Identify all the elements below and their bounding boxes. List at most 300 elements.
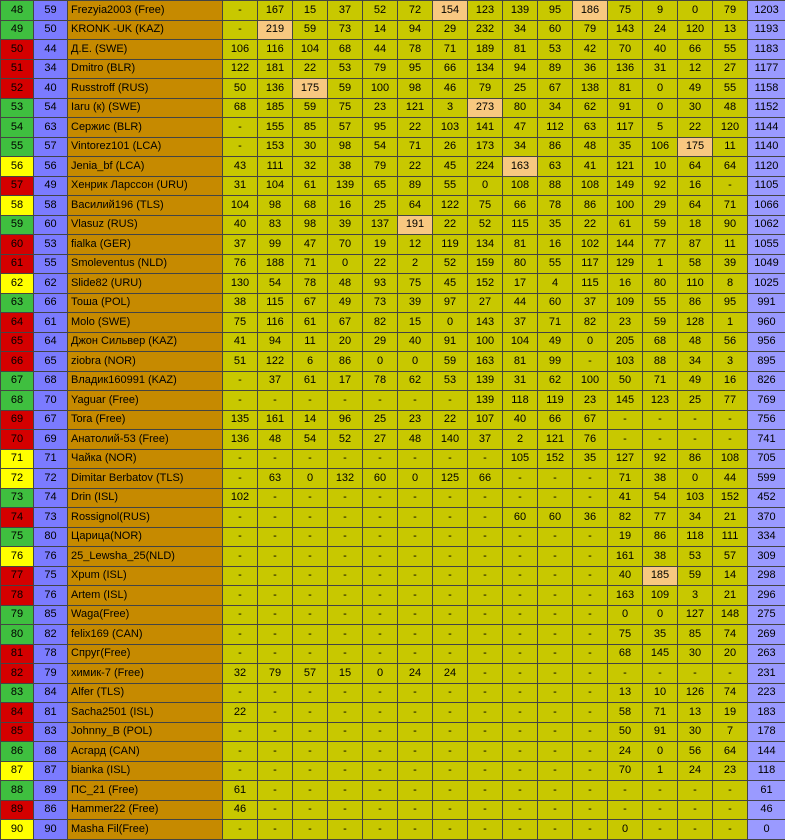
score-cell: - bbox=[433, 722, 468, 742]
score-cell: 8 bbox=[713, 274, 748, 294]
table-row bbox=[1, 410, 785, 430]
score-cell: - bbox=[503, 683, 538, 703]
score-cell: 90 bbox=[713, 215, 748, 235]
score-cell: 23 bbox=[363, 98, 398, 118]
score-cell: - bbox=[258, 625, 293, 645]
score-cell: - bbox=[433, 761, 468, 781]
score-cell: 54 bbox=[258, 274, 293, 294]
player-name-cell: Vintorez101 (LCA) bbox=[68, 137, 223, 157]
score-cell: - bbox=[573, 605, 608, 625]
score-cell: - bbox=[468, 781, 503, 801]
score-cell: 27 bbox=[363, 430, 398, 450]
score-cell: 16 bbox=[678, 176, 713, 196]
player-name-cell: Тоша (POL) bbox=[68, 293, 223, 313]
table-row bbox=[1, 313, 785, 333]
score-cell: 48 bbox=[713, 98, 748, 118]
score-cell: 111 bbox=[258, 157, 293, 177]
player-name-cell: Sacha2501 (ISL) bbox=[68, 703, 223, 723]
table-row bbox=[1, 547, 785, 567]
previous-rank-cell: 83 bbox=[34, 722, 68, 742]
total-cell: 144 bbox=[748, 742, 785, 762]
rank-cell: 76 bbox=[1, 547, 34, 567]
score-cell: 45 bbox=[433, 157, 468, 177]
score-cell: - bbox=[258, 703, 293, 723]
score-cell: 22 bbox=[573, 215, 608, 235]
score-cell: 141 bbox=[468, 118, 503, 138]
score-cell: - bbox=[328, 820, 363, 840]
score-cell: 66 bbox=[678, 40, 713, 60]
score-cell: - bbox=[293, 508, 328, 528]
score-cell: 60 bbox=[538, 293, 573, 313]
score-cell: - bbox=[503, 469, 538, 489]
table-row bbox=[1, 683, 785, 703]
score-cell: - bbox=[328, 586, 363, 606]
previous-rank-cell: 65 bbox=[34, 352, 68, 372]
previous-rank-cell: 53 bbox=[34, 235, 68, 255]
score-cell: 86 bbox=[678, 449, 713, 469]
score-cell: - bbox=[328, 625, 363, 645]
score-cell: - bbox=[538, 664, 573, 684]
score-cell: 26 bbox=[433, 137, 468, 157]
score-cell: 232 bbox=[468, 20, 503, 40]
score-cell: - bbox=[713, 800, 748, 820]
score-cell: - bbox=[223, 508, 258, 528]
score-cell: 138 bbox=[573, 79, 608, 99]
score-cell: - bbox=[433, 488, 468, 508]
score-cell: - bbox=[503, 586, 538, 606]
previous-rank-cell: 89 bbox=[34, 781, 68, 801]
table-row bbox=[1, 586, 785, 606]
score-cell: 22 bbox=[433, 215, 468, 235]
score-cell: 86 bbox=[643, 527, 678, 547]
score-cell: - bbox=[223, 722, 258, 742]
score-cell: 3 bbox=[713, 352, 748, 372]
score-cell: 22 bbox=[363, 254, 398, 274]
score-cell: 41 bbox=[223, 332, 258, 352]
score-cell: 55 bbox=[433, 176, 468, 196]
score-cell: 134 bbox=[468, 235, 503, 255]
score-cell: - bbox=[503, 703, 538, 723]
score-cell: - bbox=[468, 527, 503, 547]
previous-rank-cell: 56 bbox=[34, 157, 68, 177]
score-cell: - bbox=[503, 800, 538, 820]
score-cell: - bbox=[293, 547, 328, 567]
score-cell: 59 bbox=[678, 566, 713, 586]
score-cell: 30 bbox=[678, 98, 713, 118]
score-cell: 80 bbox=[503, 254, 538, 274]
score-cell: 127 bbox=[608, 449, 643, 469]
score-cell: 56 bbox=[713, 332, 748, 352]
score-cell: 22 bbox=[223, 703, 258, 723]
score-cell: 43 bbox=[223, 157, 258, 177]
player-name-cell: Хрum (ISL) bbox=[68, 566, 223, 586]
score-cell: 23 bbox=[398, 410, 433, 430]
score-cell: - bbox=[363, 644, 398, 664]
score-cell: 139 bbox=[468, 371, 503, 391]
score-cell: - bbox=[328, 703, 363, 723]
score-cell: 88 bbox=[538, 176, 573, 196]
score-cell: - bbox=[573, 781, 608, 801]
score-cell: 130 bbox=[223, 274, 258, 294]
score-cell: - bbox=[433, 605, 468, 625]
score-cell: 139 bbox=[468, 391, 503, 411]
score-cell: 116 bbox=[258, 313, 293, 333]
score-cell: 35 bbox=[643, 625, 678, 645]
score-cell: - bbox=[538, 547, 573, 567]
score-cell: 78 bbox=[363, 371, 398, 391]
previous-rank-cell: 86 bbox=[34, 800, 68, 820]
previous-rank-cell: 85 bbox=[34, 605, 68, 625]
score-cell: 63 bbox=[538, 157, 573, 177]
score-cell: - bbox=[258, 547, 293, 567]
table-row bbox=[1, 430, 785, 450]
score-cell: - bbox=[643, 800, 678, 820]
score-cell: - bbox=[258, 586, 293, 606]
table-row bbox=[1, 254, 785, 274]
player-name-cell: Masha Fil(Free) bbox=[68, 820, 223, 840]
score-cell: 34 bbox=[503, 20, 538, 40]
score-cell: 94 bbox=[258, 332, 293, 352]
score-cell: 61 bbox=[293, 176, 328, 196]
score-cell: - bbox=[538, 683, 573, 703]
score-cell: - bbox=[258, 761, 293, 781]
rank-cell: 89 bbox=[1, 800, 34, 820]
score-cell: - bbox=[573, 586, 608, 606]
score-cell: - bbox=[363, 722, 398, 742]
score-cell: 48 bbox=[398, 430, 433, 450]
score-cell: - bbox=[468, 547, 503, 567]
table-row bbox=[1, 742, 785, 762]
score-cell: 92 bbox=[643, 176, 678, 196]
score-cell: 86 bbox=[328, 352, 363, 372]
total-cell: 1144 bbox=[748, 118, 785, 138]
score-cell: 70 bbox=[328, 235, 363, 255]
score-cell: 189 bbox=[468, 40, 503, 60]
score-cell: 111 bbox=[713, 527, 748, 547]
score-cell: 17 bbox=[328, 371, 363, 391]
total-cell: 263 bbox=[748, 644, 785, 664]
total-cell: 0 bbox=[748, 820, 785, 840]
rank-cell: 59 bbox=[1, 215, 34, 235]
score-cell: - bbox=[468, 508, 503, 528]
score-cell: 44 bbox=[713, 469, 748, 489]
player-name-cell: Smoleventus (NLD) bbox=[68, 254, 223, 274]
score-cell: 15 bbox=[293, 1, 328, 21]
score-cell: - bbox=[573, 547, 608, 567]
score-cell: - bbox=[538, 586, 573, 606]
score-cell: - bbox=[503, 547, 538, 567]
score-cell: 81 bbox=[503, 352, 538, 372]
score-cell: 18 bbox=[678, 215, 713, 235]
table-row bbox=[1, 722, 785, 742]
rank-cell: 83 bbox=[1, 683, 34, 703]
score-cell: - bbox=[363, 761, 398, 781]
total-cell: 1025 bbox=[748, 274, 785, 294]
score-cell: - bbox=[573, 683, 608, 703]
total-cell: 1158 bbox=[748, 79, 785, 99]
total-cell: 296 bbox=[748, 586, 785, 606]
score-cell: - bbox=[433, 683, 468, 703]
score-cell: 0 bbox=[293, 469, 328, 489]
rank-cell: 81 bbox=[1, 644, 34, 664]
score-cell: 25 bbox=[678, 391, 713, 411]
player-name-cell: Hammer22 (Free) bbox=[68, 800, 223, 820]
score-cell: 185 bbox=[643, 566, 678, 586]
score-cell: 99 bbox=[538, 352, 573, 372]
total-cell: 741 bbox=[748, 430, 785, 450]
score-cell: - bbox=[363, 703, 398, 723]
score-cell: 9 bbox=[643, 1, 678, 21]
rank-cell: 70 bbox=[1, 430, 34, 450]
score-cell: 143 bbox=[608, 20, 643, 40]
score-cell: 2 bbox=[398, 254, 433, 274]
previous-rank-cell: 88 bbox=[34, 742, 68, 762]
score-cell: 66 bbox=[433, 59, 468, 79]
total-cell: 118 bbox=[748, 761, 785, 781]
score-cell: - bbox=[643, 430, 678, 450]
rank-cell: 56 bbox=[1, 157, 34, 177]
previous-rank-cell: 81 bbox=[34, 703, 68, 723]
score-cell: 32 bbox=[293, 157, 328, 177]
score-cell: 137 bbox=[363, 215, 398, 235]
total-cell: 231 bbox=[748, 664, 785, 684]
score-cell: 23 bbox=[713, 761, 748, 781]
score-cell: 82 bbox=[573, 313, 608, 333]
score-cell: 89 bbox=[538, 59, 573, 79]
score-cell: - bbox=[433, 547, 468, 567]
score-cell: 77 bbox=[713, 391, 748, 411]
score-cell: 2 bbox=[503, 430, 538, 450]
score-cell: 54 bbox=[363, 137, 398, 157]
score-cell: - bbox=[643, 781, 678, 801]
score-cell: 120 bbox=[678, 20, 713, 40]
score-cell: - bbox=[398, 566, 433, 586]
score-cell: 126 bbox=[678, 683, 713, 703]
rank-cell: 72 bbox=[1, 469, 34, 489]
score-cell: - bbox=[433, 742, 468, 762]
previous-rank-cell: 61 bbox=[34, 313, 68, 333]
score-cell: - bbox=[643, 410, 678, 430]
score-cell: 123 bbox=[468, 1, 503, 21]
rank-cell: 79 bbox=[1, 605, 34, 625]
score-cell: 87 bbox=[678, 235, 713, 255]
score-cell: 94 bbox=[503, 59, 538, 79]
score-cell: - bbox=[398, 761, 433, 781]
score-cell: 59 bbox=[643, 313, 678, 333]
score-cell: - bbox=[398, 488, 433, 508]
score-cell: - bbox=[328, 605, 363, 625]
previous-rank-cell: 57 bbox=[34, 137, 68, 157]
rank-cell: 87 bbox=[1, 761, 34, 781]
score-cell: 66 bbox=[503, 196, 538, 216]
score-cell: - bbox=[433, 625, 468, 645]
score-cell: 38 bbox=[643, 469, 678, 489]
rank-cell: 85 bbox=[1, 722, 34, 742]
score-cell: 70 bbox=[608, 761, 643, 781]
score-cell: 38 bbox=[328, 157, 363, 177]
score-cell: 103 bbox=[608, 352, 643, 372]
score-cell: 3 bbox=[433, 98, 468, 118]
score-cell: - bbox=[363, 527, 398, 547]
score-cell: 50 bbox=[223, 79, 258, 99]
score-cell: 136 bbox=[608, 59, 643, 79]
score-cell: 0 bbox=[678, 469, 713, 489]
total-cell: 452 bbox=[748, 488, 785, 508]
rank-cell: 58 bbox=[1, 196, 34, 216]
score-cell: 68 bbox=[293, 196, 328, 216]
previous-rank-cell: 72 bbox=[34, 469, 68, 489]
score-cell: 62 bbox=[573, 98, 608, 118]
score-cell: - bbox=[538, 742, 573, 762]
previous-rank-cell: 76 bbox=[34, 547, 68, 567]
score-cell: 56 bbox=[678, 742, 713, 762]
score-cell: - bbox=[223, 469, 258, 489]
player-name-cell: 25_Lewsha_25(NLD) bbox=[68, 547, 223, 567]
score-cell: 109 bbox=[608, 293, 643, 313]
score-cell: 11 bbox=[293, 332, 328, 352]
score-cell: - bbox=[363, 625, 398, 645]
player-name-cell: Хенрик Ларссон (URU) bbox=[68, 176, 223, 196]
score-cell: 48 bbox=[328, 274, 363, 294]
previous-rank-cell: 64 bbox=[34, 332, 68, 352]
score-cell: 100 bbox=[468, 332, 503, 352]
previous-rank-cell: 87 bbox=[34, 761, 68, 781]
score-cell: 0 bbox=[363, 352, 398, 372]
score-cell: 29 bbox=[363, 332, 398, 352]
total-cell: 46 bbox=[748, 800, 785, 820]
score-cell: 81 bbox=[608, 79, 643, 99]
standings-body bbox=[1, 1, 785, 840]
score-cell: 27 bbox=[713, 59, 748, 79]
score-cell: - bbox=[398, 800, 433, 820]
player-name-cell: Waga(Free) bbox=[68, 605, 223, 625]
score-cell: 163 bbox=[503, 157, 538, 177]
total-cell: 61 bbox=[748, 781, 785, 801]
score-cell: 181 bbox=[258, 59, 293, 79]
score-cell: 77 bbox=[643, 235, 678, 255]
score-cell: 74 bbox=[713, 625, 748, 645]
score-cell: 49 bbox=[328, 293, 363, 313]
total-cell: 1055 bbox=[748, 235, 785, 255]
rank-cell: 69 bbox=[1, 410, 34, 430]
total-cell: 769 bbox=[748, 391, 785, 411]
rank-cell: 82 bbox=[1, 664, 34, 684]
score-cell: 121 bbox=[538, 430, 573, 450]
player-name-cell: Iaru (к) (SWE) bbox=[68, 98, 223, 118]
player-name-cell: felix169 (CAN) bbox=[68, 625, 223, 645]
score-cell: 139 bbox=[503, 1, 538, 21]
rank-cell: 68 bbox=[1, 391, 34, 411]
score-cell: 205 bbox=[608, 332, 643, 352]
score-cell: - bbox=[223, 1, 258, 21]
rank-cell: 90 bbox=[1, 820, 34, 840]
score-cell: 92 bbox=[643, 449, 678, 469]
previous-rank-cell: 79 bbox=[34, 664, 68, 684]
score-cell: 79 bbox=[258, 664, 293, 684]
score-cell: 155 bbox=[258, 118, 293, 138]
score-cell: - bbox=[573, 644, 608, 664]
score-cell: 57 bbox=[328, 118, 363, 138]
rank-cell: 65 bbox=[1, 332, 34, 352]
score-cell: 19 bbox=[363, 235, 398, 255]
rank-cell: 57 bbox=[1, 176, 34, 196]
score-cell: - bbox=[573, 625, 608, 645]
score-cell: 54 bbox=[293, 430, 328, 450]
score-cell: - bbox=[258, 449, 293, 469]
score-cell: 125 bbox=[433, 469, 468, 489]
score-cell: - bbox=[258, 683, 293, 703]
total-cell: 298 bbox=[748, 566, 785, 586]
score-cell: - bbox=[433, 820, 468, 840]
rank-cell: 55 bbox=[1, 137, 34, 157]
score-cell: - bbox=[223, 761, 258, 781]
score-cell: 132 bbox=[328, 469, 363, 489]
score-cell: - bbox=[433, 566, 468, 586]
rank-cell: 86 bbox=[1, 742, 34, 762]
score-cell: 115 bbox=[503, 215, 538, 235]
score-cell: - bbox=[538, 761, 573, 781]
score-cell: 273 bbox=[468, 98, 503, 118]
player-name-cell: Чайка (NOR) bbox=[68, 449, 223, 469]
score-cell: - bbox=[293, 683, 328, 703]
score-cell: - bbox=[503, 664, 538, 684]
previous-rank-cell: 34 bbox=[34, 59, 68, 79]
previous-rank-cell: 49 bbox=[34, 176, 68, 196]
score-cell: 91 bbox=[643, 722, 678, 742]
score-cell: 39 bbox=[398, 293, 433, 313]
score-cell: 79 bbox=[363, 157, 398, 177]
score-cell: 29 bbox=[643, 196, 678, 216]
score-cell: 68 bbox=[643, 332, 678, 352]
score-cell: - bbox=[468, 625, 503, 645]
score-cell: - bbox=[223, 547, 258, 567]
score-cell: 60 bbox=[538, 20, 573, 40]
score-cell: 37 bbox=[503, 313, 538, 333]
score-cell: 140 bbox=[433, 430, 468, 450]
table-row bbox=[1, 79, 785, 99]
table-row bbox=[1, 332, 785, 352]
score-cell: - bbox=[258, 800, 293, 820]
score-cell: 95 bbox=[538, 1, 573, 21]
score-cell: 1 bbox=[643, 761, 678, 781]
score-cell: - bbox=[398, 527, 433, 547]
rank-cell: 66 bbox=[1, 352, 34, 372]
player-name-cell: ziobra (NOR) bbox=[68, 352, 223, 372]
table-row bbox=[1, 625, 785, 645]
table-row bbox=[1, 820, 785, 840]
score-cell: 22 bbox=[293, 59, 328, 79]
score-cell: - bbox=[223, 644, 258, 664]
score-cell: 81 bbox=[503, 40, 538, 60]
player-name-cell: bianka (ISL) bbox=[68, 761, 223, 781]
score-cell: 121 bbox=[398, 98, 433, 118]
score-cell: - bbox=[573, 469, 608, 489]
rank-cell: 67 bbox=[1, 371, 34, 391]
table-row bbox=[1, 469, 785, 489]
score-cell: 7 bbox=[713, 722, 748, 742]
score-cell: - bbox=[468, 488, 503, 508]
score-cell: 79 bbox=[713, 1, 748, 21]
rank-cell: 78 bbox=[1, 586, 34, 606]
score-cell: 144 bbox=[608, 235, 643, 255]
total-cell: 960 bbox=[748, 313, 785, 333]
score-cell: 163 bbox=[608, 586, 643, 606]
table-row bbox=[1, 566, 785, 586]
rank-cell: 74 bbox=[1, 508, 34, 528]
player-name-cell: Molo (SWE) bbox=[68, 313, 223, 333]
score-cell: 78 bbox=[293, 274, 328, 294]
score-cell: 95 bbox=[713, 293, 748, 313]
